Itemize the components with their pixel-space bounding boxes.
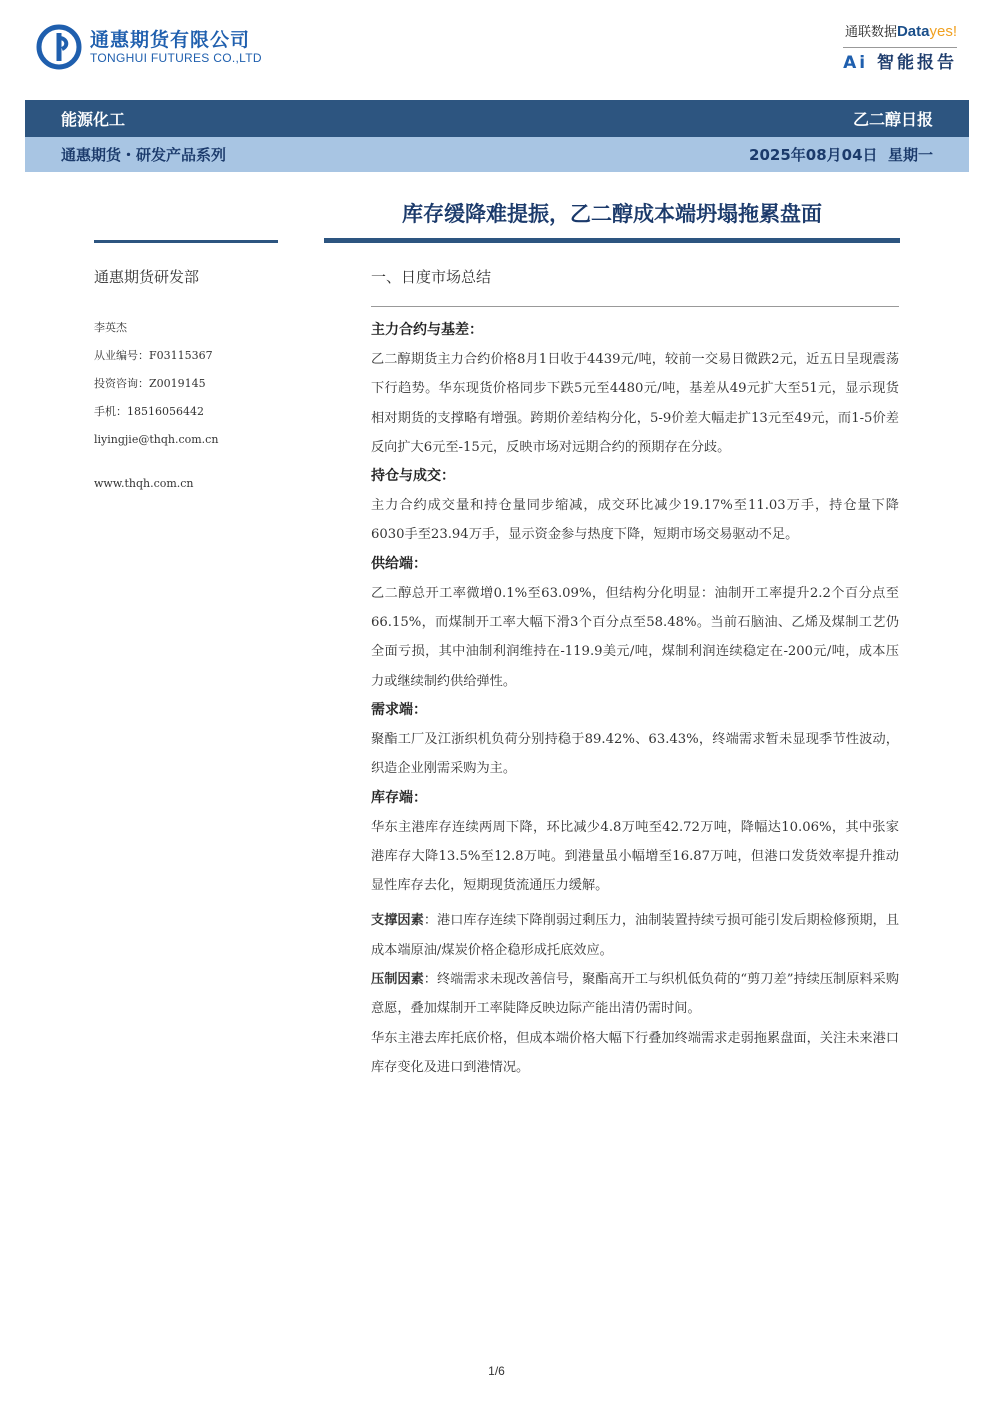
page-number: 1/6 <box>488 1364 505 1378</box>
company-logo <box>36 24 262 70</box>
company-name-cn: 通惠期货有限公司 <box>90 29 251 51</box>
phone-number: 手机：18516056442 <box>94 405 204 418</box>
report-date: 2025年08月04日 星期一 <box>749 146 933 164</box>
section-heading: 供给端： <box>371 555 427 572</box>
department: 通惠期货研发部 <box>94 268 200 286</box>
section-paragraph: 乙二醇总开工率微增0.1%至63.09%，但结构分化明显：油制开工率提升2.2个百分点至66.15%，而煤制开工率大幅下滑3个百分点至58.48%。当前石脑油、乙烯及煤制工艺仍全面亏损，其中油制利润维持在-119.9美元/吨，煤制利润连续稳定在-200元/吨，成本压力或继续制约供给弹性。 <box>371 585 899 689</box>
pressure-factors <box>371 965 899 1024</box>
report-type: 乙二醇日报 <box>852 110 933 129</box>
conclusion-paragraph: 华东主港去库托底价格，但成本端价格大幅下行叠加终端需求走弱拖累盘面，关注未来港口库存变化及进口到港情况。 <box>371 1030 899 1075</box>
category-band <box>25 100 969 137</box>
brand-report: 智能报告 <box>877 53 957 73</box>
section-paragraph: 主力合约成交量和持仓量同步缩减，成交环比减少19.17%至11.03万手，持仓量下降6030手至23.94万手，显示资金参与热度下降，短期市场交易驱动不足。 <box>371 498 899 543</box>
email-link[interactable]: liyingjie@thqh.com.cn <box>94 433 219 446</box>
sidebar-rule <box>94 240 278 243</box>
author-sidebar <box>94 262 294 498</box>
brand-line <box>843 22 957 43</box>
license-number: 从业编号：F03115367 <box>94 349 213 362</box>
brand-ai: Ai <box>843 53 869 73</box>
series-band <box>25 137 969 172</box>
section-divider <box>371 306 899 307</box>
support-label: 支撑因素 <box>371 913 424 929</box>
website-link[interactable]: www.thqh.com.cn <box>94 477 194 490</box>
section-title: 一、日度市场总结 <box>371 268 492 286</box>
report-title: 库存缓降难提振，乙二醇成本端坍塌拖累盘面 <box>402 202 822 226</box>
datayes-brand <box>843 22 957 74</box>
brand-divider <box>843 47 957 48</box>
author-name: 李英杰 <box>94 321 127 334</box>
report-body <box>371 316 899 1082</box>
title-underline <box>324 238 900 243</box>
section-paragraph: 华东主港库存连续两周下降，环比减少4.8万吨至42.72万吨，降幅达10.06%，其中张家港库存大降13.5%至12.8万吨。到港量虽小幅增至16.87万吨，但港口发货效率提升推动显性库存去化，短期现货流通压力缓解。 <box>371 819 899 894</box>
brand-data: Data <box>896 23 930 40</box>
category-label: 能源化工 <box>61 110 126 129</box>
pressure-label: 压制因素 <box>371 972 424 988</box>
brand-prefix: 通联数据 <box>844 25 897 40</box>
brand-yes: yes! <box>929 23 957 40</box>
pressure-text: ：终端需求未现改善信号，聚酯高开工与织机低负荷的“剪刀差”持续压制原料采购意愿，叠加煤制开工率陡降反映边际产能出清仍需时间。 <box>371 972 900 1017</box>
series-label: 通惠期货・研发产品系列 <box>61 146 227 164</box>
section-heading: 持仓与成交： <box>371 468 455 485</box>
company-name-en: TONGHUI FUTURES CO.,LTD <box>90 51 262 65</box>
support-text: ：港口库存连续下降削弱过剩压力，油制装置持续亏损可能引发后期检修预期，且成本端原油/煤炭价格企稳形成托底效应。 <box>371 913 900 958</box>
company-logo-icon <box>36 24 82 70</box>
support-factors <box>371 906 899 965</box>
brand-report-label <box>843 52 957 74</box>
section-paragraph: 聚酯工厂及江浙织机负荷分别持稳于89.42%、63.43%，终端需求暂未显现季节性波动，织造企业刚需采购为主。 <box>371 731 899 777</box>
section-heading: 需求端： <box>371 701 427 718</box>
section-paragraph: 乙二醇期货主力合约价格8月1日收于4439元/吨，较前一交易日微跌2元，近五日呈现震荡下行趋势。华东现货价格同步下跌5元至4480元/吨，基差从49元扩大至51元，显示现货相对期货的支撑略有增强。跨期价差结构分化，5-9价差大幅走扩13元至49元，而1-5价差反向扩大6元至-15元，反映市场对远期合约的预期存在分歧。 <box>371 352 899 455</box>
section-heading: 库存端： <box>371 789 427 806</box>
section-heading: 主力合约与基差： <box>371 322 483 338</box>
advisory-number: 投资咨询：Z0019145 <box>94 377 206 390</box>
